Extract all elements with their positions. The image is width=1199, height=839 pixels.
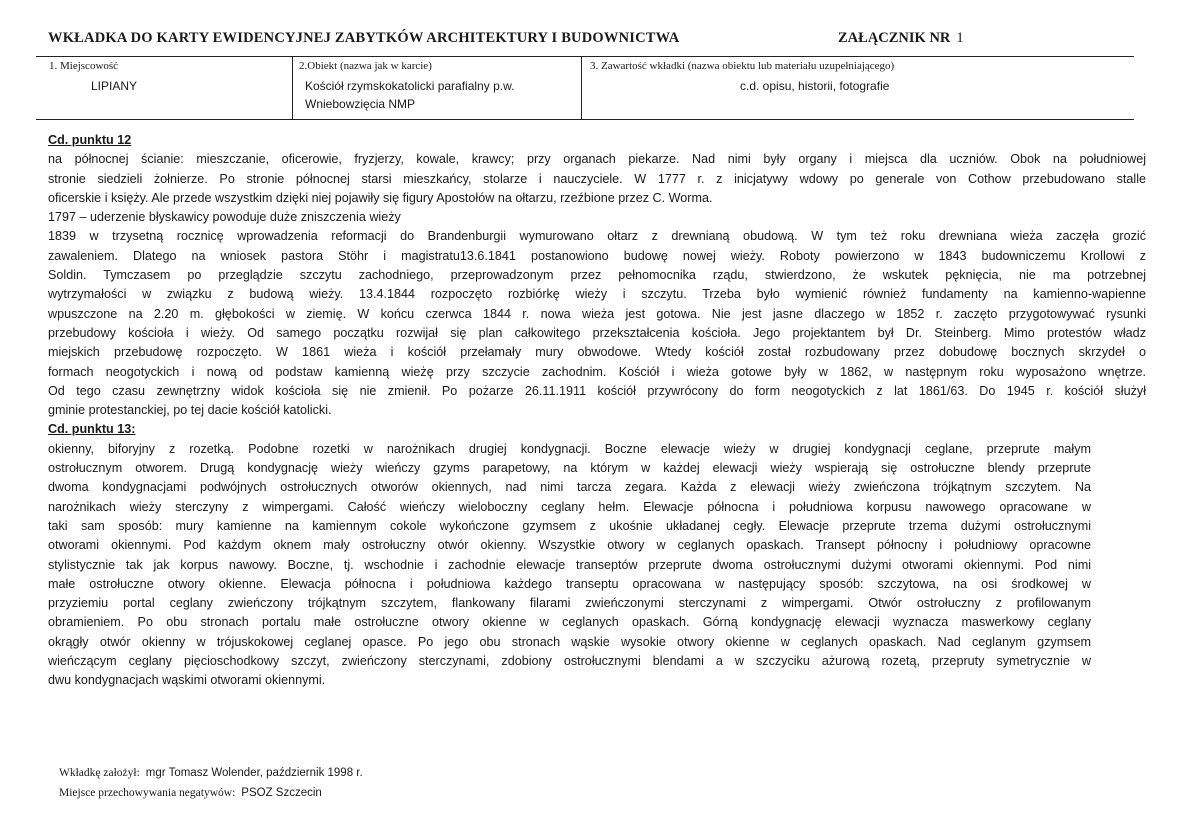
form-title: WKŁADKA DO KARTY EWIDENCYJNEJ ZABYTKÓW ARCHITEKTURY I BUDOWNICTWA (48, 30, 680, 46)
annex-number: 1 (956, 30, 964, 46)
section-12-line: stronie siedzieli żołnierze. Po stronie północnej starsi mieszkańcy, stolarze i nauczyciele. W 1777 r. z inicjatywy wdowy po generale von Cothow przebudowano stalle (48, 171, 1146, 186)
section-13-line: okienny, biforyjny z rozetką. Podobne rozetki w narożnikach drugiej kondygnacji. Boczne elewacje wieży w drugiej kondygnacji ceglane, przeprute małym (48, 441, 1091, 456)
locality-label: 1. Miejscowość (49, 60, 119, 72)
object-value-line1: Kościół rzymskokatolicki parafialny p.w. (305, 79, 515, 93)
section-13-line: stylistycznie tak jak korpus nawowy. Boczne, tj. wschodnie i zachodnie elewacje transeptów przeprute dwoma ostrołucznymi dużymi otworami okiennymi. Pod nimi (48, 557, 1091, 572)
locality-cell (36, 57, 293, 119)
section-13-line: dwu kondygnacjach wąskimi otworami okiennymi. (48, 673, 326, 688)
author-row (59, 763, 363, 783)
negatives-row (59, 783, 363, 803)
object-cell (293, 57, 582, 119)
section-13-line: przyziemiu portal ceglany zwieńczony trójkątnym szczytem, flankowany filarami zwieńczonymi sterczynami z wimpergami. Otwór ostrołuczny z profilowanym (48, 596, 1091, 611)
header-fields-table (36, 56, 1134, 120)
section-13-line: okrągły otwór okienny w trójuskokowej ceglanej opasce. Po jego obu stronach wąskie wysokie otwory okienne w ceglanych opaskach. Nad ceglanym gzymsem (48, 634, 1091, 649)
author-value: mgr Tomasz Wolender, październik 1998 r. (145, 767, 363, 779)
section-13-line: ostrołucznym otworem. Drugą kondygnację wieży wieńczy gzyms parapetowy, na którym w każdej elewacji wieży wspierają się ostrołuczne blendy przeprute (48, 461, 1091, 476)
object-label: 2.Obiekt (nazwa jak w karcie) (299, 60, 432, 72)
section-12-line: przebudowy kościoła i wieży. Od samego początku rozwijał się plan całkowitego przekształcenia kościoła. Jego projektantem był Dr. Steinberg. Mimo protestów władz (48, 325, 1146, 340)
negatives-label: Miejsce przechowywania negatywów: (59, 787, 236, 799)
section-12-line: miejskich przebudowę rozpoczęto. W 1861 wieża i kościół przełamały mury obwodowe. Wtedy kościół został rozbudowany przez dobudowę bocznych skrzydeł o (48, 345, 1146, 360)
object-value-line2: Wniebowzięcia NMP (305, 97, 416, 111)
section-12-line: Od tego czasu zewnętrzny widok kościoła się nie zmienił. Po pożarze 26.11.1911 kościół przywrócony do form neogotyckich z lat 1861/63. Do 1945 r. kościół służył (48, 383, 1146, 398)
section-12-line: wpuszczone na 2.20 m. głębokości w ziemię. W końcu czerwca 1844 r. nowa wieża jest gotowa. Nie jest jasne dlaczego w 1852 r. zaczęto przygotowywać rysunki (48, 306, 1146, 321)
section-12-line: zawaleniem. Dlatego na wniosek pastora Stöhr i magistratu13.6.1841 postanowiono budowę nowej wieży. Roboty powierzono w 1843 budowniczemu Krollowi z (48, 248, 1146, 263)
section-13-line: obramieniem. Po obu stronach portalu małe ostrołuczne otwory okienne w ceglanych opaskach. Górną kondygnację elewacji wyznacza maswerkowy ceglany (48, 615, 1091, 630)
contents-cell (582, 57, 1134, 119)
section-13-line: wieńczącym ceglany pięcioschodkowy szczyt, zwieńczony sterczynami, zdobiony ostrołucznymi blendami a w szczyciku ażurową rozetą, przepruty symetrycznie w (48, 654, 1091, 669)
locality-value: LIPIANY (91, 79, 138, 93)
section-13-heading: Cd. punktu 13: (48, 422, 136, 437)
negatives-value: PSOZ Szczecin (241, 787, 322, 799)
author-label: Wkładkę założył: (59, 767, 140, 779)
annex-label (838, 30, 964, 47)
section-12-line: gminie protestanckiej, po tej dacie kościół katolicki. (48, 403, 332, 418)
contents-label: 3. Zawartość wkładki (nazwa obiektu lub materiału uzupełniającego) (590, 60, 895, 72)
document-body (48, 131, 1146, 691)
document-footer (59, 763, 363, 803)
section-12-line: wytrzymałości w związku z budową wieży. 13.4.1844 rozpoczęto rozbiórkę wieży i szczytu. Trzeba było wymienić również fundamenty na kamienno-wapienne (48, 287, 1146, 302)
section-13-line: narożnikach wieży sterczyny z wimpergami. Całość wieńczy wieloboczny ceglany hełm. Elewacje północna i południowa korpusu nawowego opracowane w (48, 499, 1091, 514)
section-12-line: 1797 – uderzenie błyskawicy powoduje duże zniszczenia wieży (48, 210, 401, 225)
section-13-line: małe ostrołuczne otwory okienne. Elewacja północna i południowa każdego transeptu opracowana w następujący sposób: szczytowa, na osi środkowej w (48, 576, 1091, 591)
section-12-line: formach neogotyckich i nową od podstaw kamienną wieżę przy szczycie zachodnim. Kościół i wieża gotowe były w 1862, w następnym roku wyposażono wnętrze. (48, 364, 1146, 379)
annex-label-text: ZAŁĄCZNIK NR (838, 30, 951, 46)
contents-value: c.d. opisu, historii, fotografie (740, 79, 890, 93)
section-12-heading: Cd. punktu 12 (48, 133, 132, 147)
section-12-line: na północnej ścianie: mieszczanie, oficerowie, fryzjerzy, kowale, krawcy; przy organach piekarze. Nad nimi były organy i miejsca dla uczniów. Obok na południowej (48, 152, 1146, 167)
section-13-line: taki sam sposób: mury kamienne na kamiennym cokole wykończone gzymsem z ukośnie układanej cegły. Elewacje przeprute trzema dużymi ostrołucznymi (48, 518, 1091, 533)
section-13-line: otworami okiennymi. Pod każdym oknem mały ostrołuczny otwór okienny. Wszystkie otwory w ceglanych opaskach. Transept północny i południowy opracowne (48, 538, 1091, 553)
section-12-line: Soldin. Tymczasem po przeglądzie szczytu zachodniego, przeprowadzonym przez pełnomocnika rządu, stwierdzono, że wskutek pęknięcia, nie ma potrzebnej (48, 268, 1146, 283)
section-13-line: dwoma kondygnacjami podwójnych ostrołucznych otworów okiennych, nad nimi tarcza zegara. Każda z elewacji wieży zwieńczona trójkątnym szczytem. Na (48, 480, 1091, 495)
section-12-line: oficerskie i księży. Ale przede wszystkim dzięki niej pojawiły się figury Apostołów na ołtarzu, rzeźbione przez C. Worma. (48, 190, 713, 205)
section-12-line: 1839 w trzysetną rocznicę wprowadzenia reformacji do Brandenburgii wymurowano ołtarz z drewnianą obudową. W tym też roku drewniana wieża zaczęła grozić (48, 229, 1146, 244)
